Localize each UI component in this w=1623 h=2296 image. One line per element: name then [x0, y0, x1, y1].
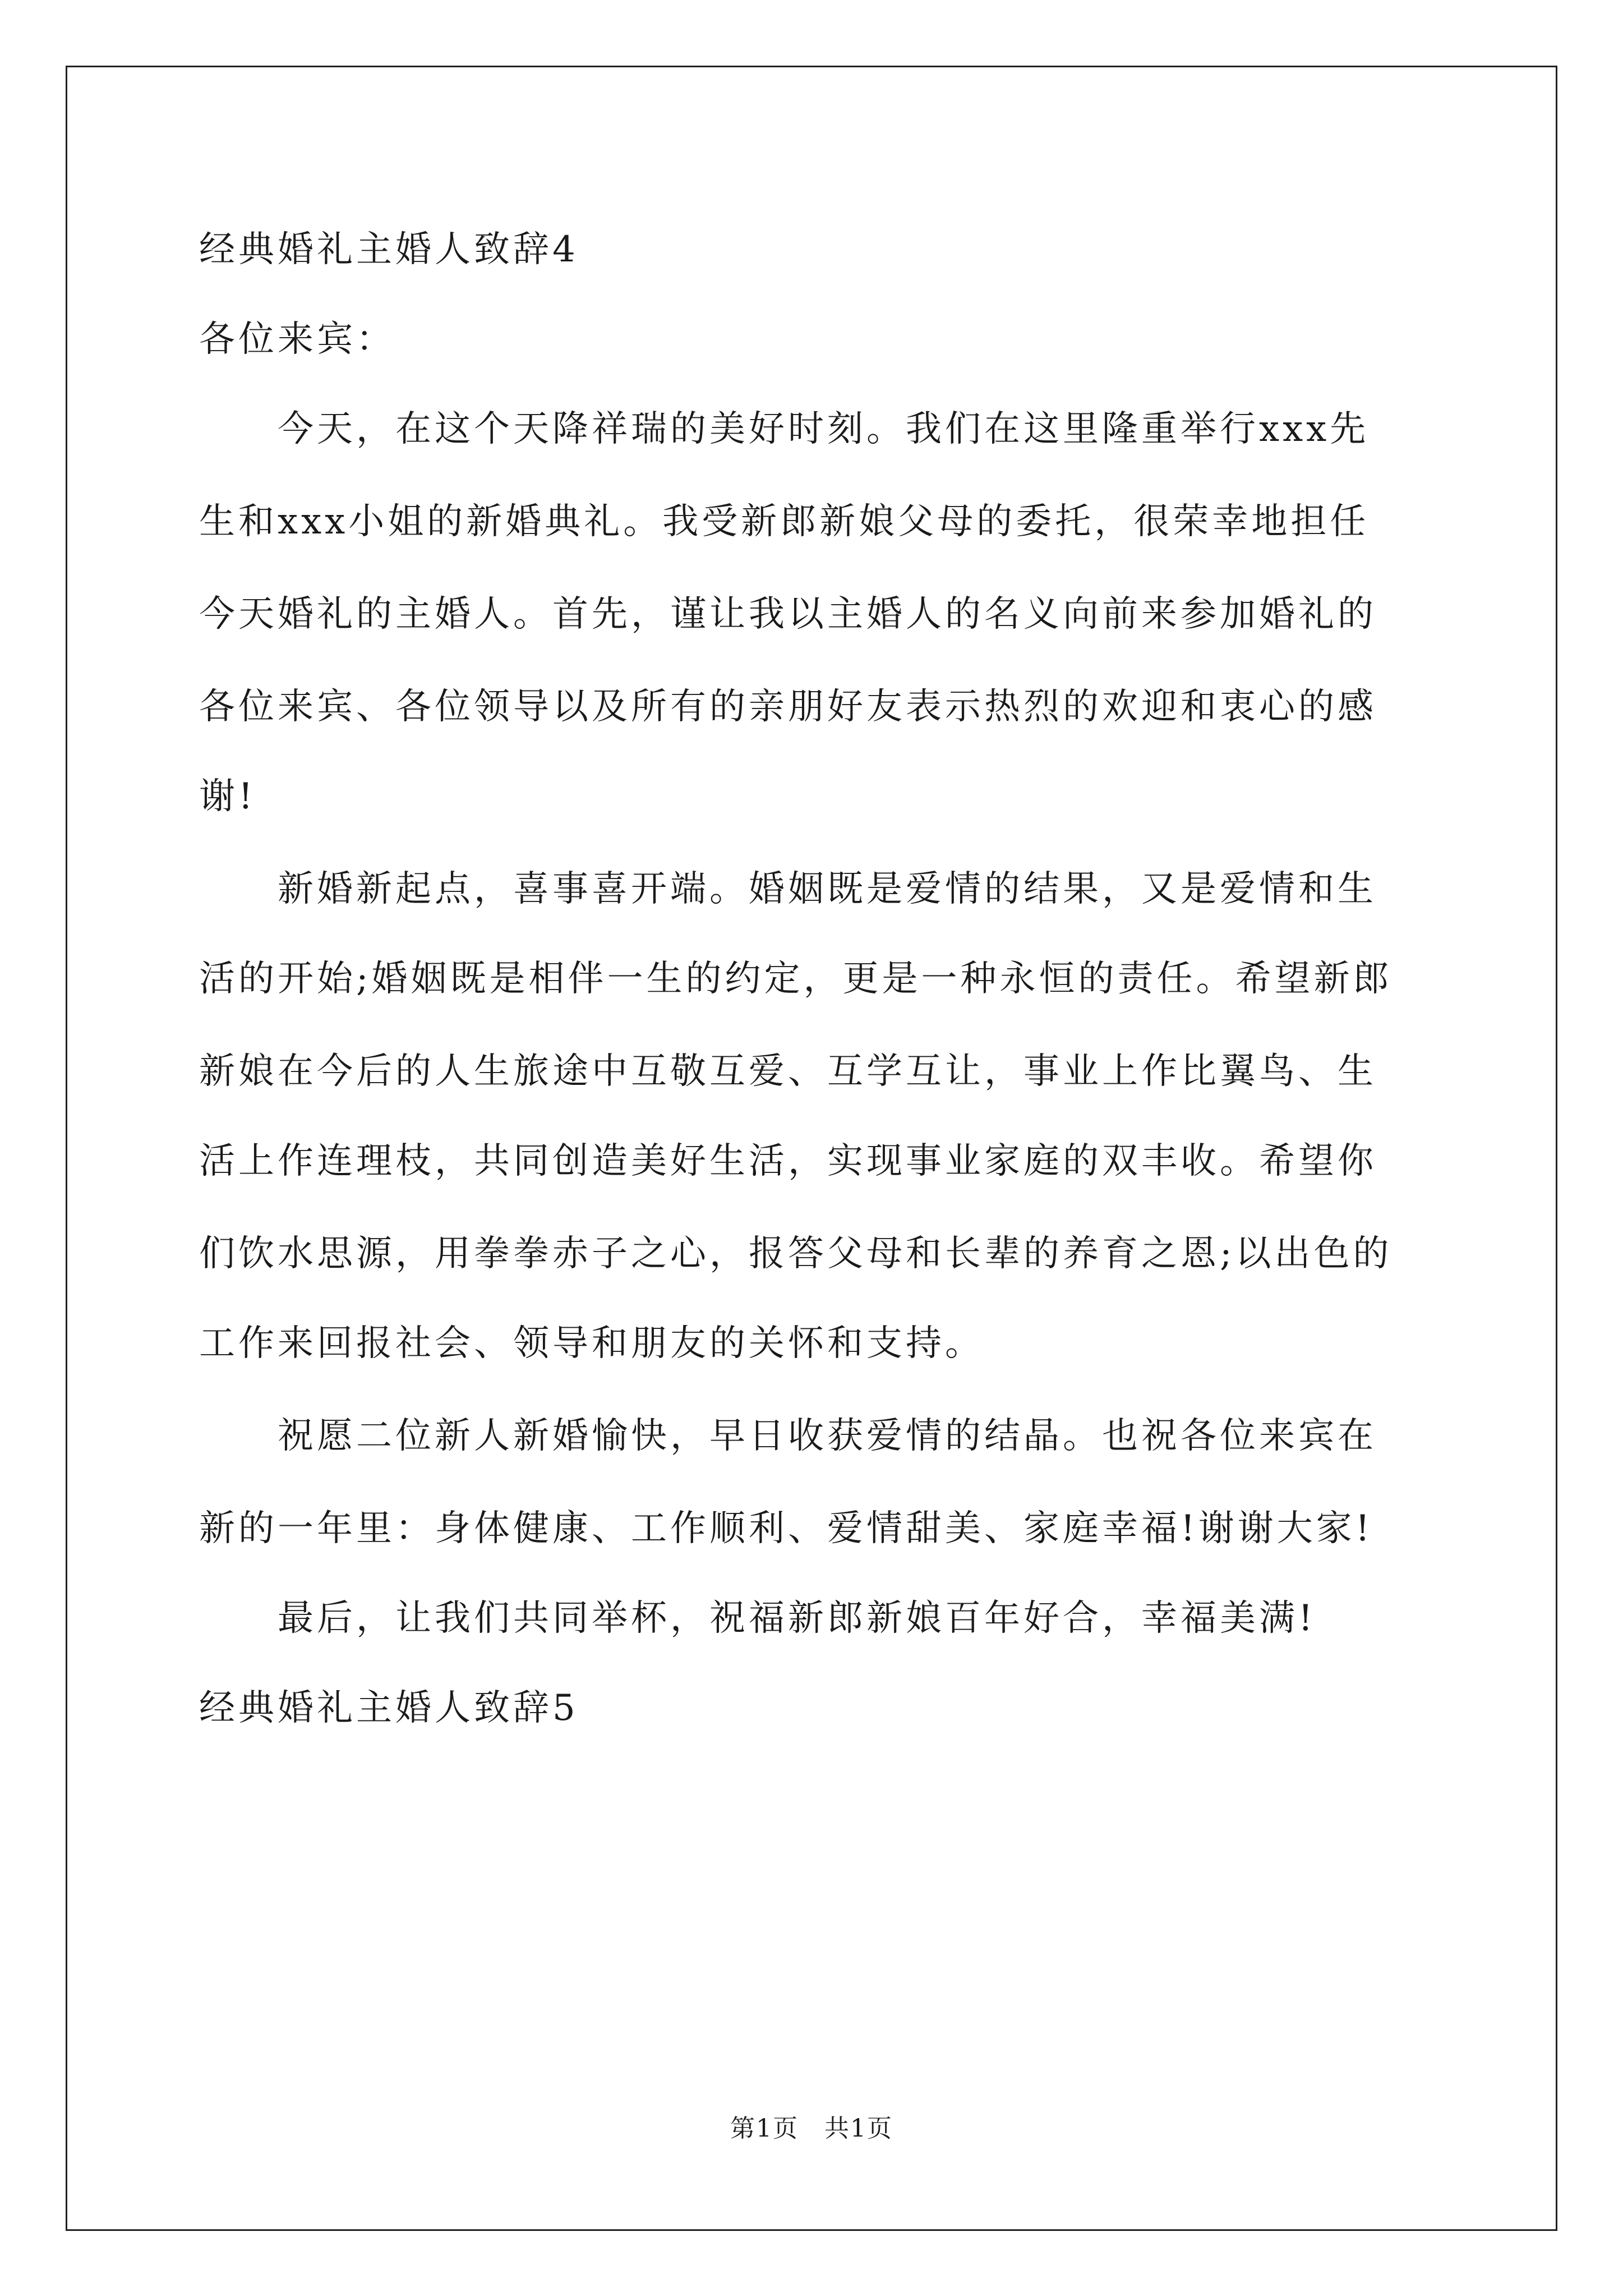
paragraph-line: 祝愿二位新人新婚愉快，早日收获爱情的结晶。也祝各位来宾在: [199, 1415, 1377, 1457]
paragraph-line: 生和xxx小姐的新婚典礼。我受新郎新娘父母的委托，很荣幸地担任: [199, 501, 1370, 542]
paragraph-line: 新娘在今后的人生旅途中互敬互爱、互学互让，事业上作比翼鸟、生: [199, 1051, 1377, 1092]
paragraph-line: 新的一年里：身体健康、工作顺利、爱情甜美、家庭幸福!谢谢大家!: [199, 1508, 1373, 1549]
paragraph-line: 谢!: [199, 776, 256, 817]
paragraph-line: 们饮水思源，用拳拳赤子之心，报答父母和长辈的养育之恩;以出色的: [199, 1233, 1393, 1274]
paragraph-line: 活上作连理枝，共同创造美好生活，实现事业家庭的双丰收。希望你: [199, 1140, 1377, 1182]
paragraph-line: 各位来宾、各位领导以及所有的亲朋好友表示热烈的欢迎和衷心的感: [199, 686, 1377, 728]
paragraph-line: 工作来回报社会、领导和朋友的关怀和支持。: [199, 1323, 984, 1364]
paragraph-line: 活的开始;婚姻既是相伴一生的约定，更是一种永恒的责任。希望新郎: [199, 958, 1393, 1000]
paragraph-line: 今天，在这个天降祥瑞的美好时刻。我们在这里隆重举行xxx先: [199, 408, 1370, 450]
heading-4: 经典婚礼主婚人致辞4: [199, 229, 579, 270]
page-number-footer: 第1页 共1页: [730, 2114, 893, 2143]
paragraph-line: 最后，让我们共同举杯，祝福新郎新娘百年好合，幸福美满!: [199, 1598, 1316, 1639]
paragraph-line: 新婚新起点，喜事喜开端。婚姻既是爱情的结果，又是爱情和生: [199, 868, 1377, 910]
paragraph-line: 今天婚礼的主婚人。首先，谨让我以主婚人的名义向前来参加婚礼的: [199, 593, 1377, 635]
heading-5: 经典婚礼主婚人致辞5: [199, 1687, 579, 1729]
salutation: 各位来宾：: [199, 319, 395, 360]
